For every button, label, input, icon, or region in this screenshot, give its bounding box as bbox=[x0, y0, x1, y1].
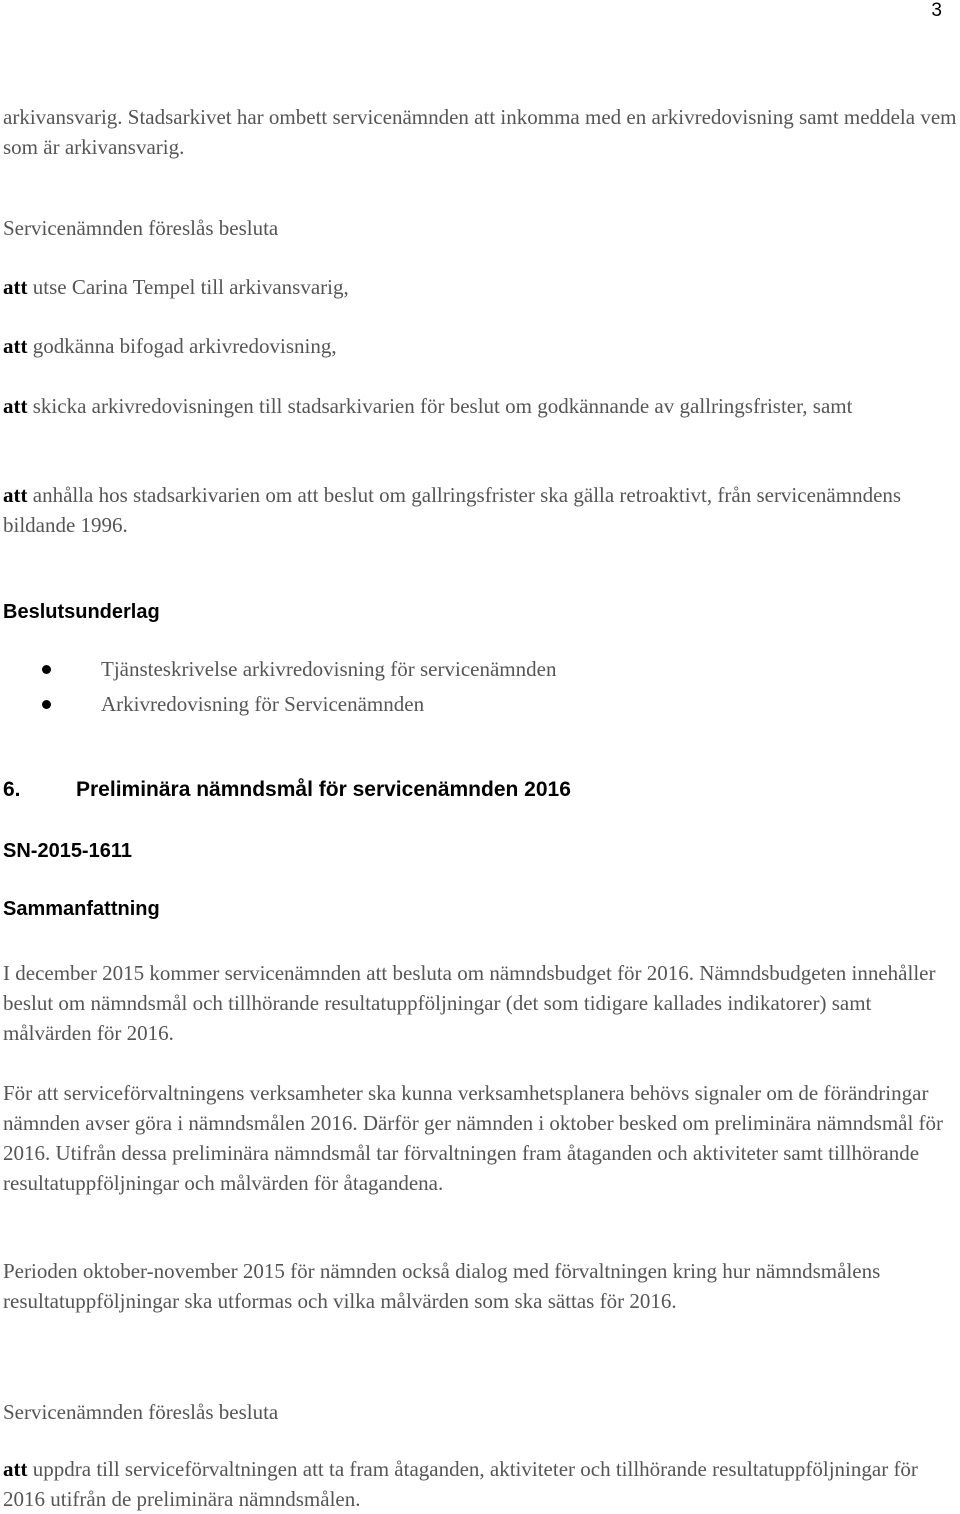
bullet-icon bbox=[42, 700, 51, 709]
case-id: SN-2015-1611 bbox=[3, 840, 132, 862]
section-title bbox=[3, 777, 571, 803]
bullet-icon bbox=[42, 665, 51, 674]
att-keyword: att bbox=[3, 394, 28, 418]
page-number: 3 bbox=[931, 0, 942, 21]
att-text: godkänna bifogad arkivredovisning, bbox=[27, 334, 337, 358]
proposal-heading: Servicenämnden föreslås besluta bbox=[3, 1400, 279, 1424]
att-text: utse Carina Tempel till arkivansvarig, bbox=[27, 275, 349, 299]
att-clause bbox=[3, 331, 958, 361]
att-text: uppdra till serviceförvaltningen att ta fram åtaganden, aktiviteter och tillhörande resultatuppföljningar för 2016 utifrån de preliminära nämndsmålen. bbox=[3, 1457, 918, 1511]
list-item bbox=[0, 687, 556, 722]
attachment-label: Tjänsteskrivelse arkivredovisning för servicenämnden bbox=[101, 657, 557, 681]
attachment-list bbox=[0, 652, 556, 722]
att-keyword: att bbox=[3, 483, 28, 507]
section-number: 6. bbox=[3, 778, 21, 801]
section-title-text: Preliminära nämndsmål för servicenämnden 2016 bbox=[76, 778, 571, 801]
att-clause bbox=[3, 480, 958, 540]
list-item bbox=[0, 652, 556, 687]
attachment-label: Arkivredovisning för Servicenämnden bbox=[101, 692, 425, 716]
beslutsunderlag-heading: Beslutsunderlag bbox=[3, 601, 160, 623]
summary-paragraph: För att serviceförvaltningens verksamheter ska kunna verksamhetsplanera behövs signaler om de förändringar nämnden avser göra i nämndsmålen 2016. Därför ger nämnden i oktober besked om preliminära nämndsmål för 2016. Utifrån dessa preliminära nämndsmål tar förvaltningen fram åtaganden och aktiviteter samt tillhörande resultatuppföljningar och målvärden för åtagandena. bbox=[3, 1081, 944, 1195]
att-clause bbox=[3, 272, 958, 302]
att-clause bbox=[3, 1454, 958, 1514]
summary-heading: Sammanfattning bbox=[3, 898, 160, 920]
summary-paragraph: Perioden oktober-november 2015 för nämnden också dialog med förvaltningen kring hur nämndsmålens resultatuppföljningar ska utformas och vilka målvärden som ska sättas för 2016. bbox=[3, 1259, 881, 1313]
att-clause bbox=[3, 391, 958, 421]
intro-paragraph: arkivansvarig. Stadsarkivet har ombett servicenämnden att inkomma med en arkivredovisning samt meddela vem som är arkivansvarig. bbox=[3, 105, 957, 159]
att-keyword: att bbox=[3, 334, 28, 358]
att-text: skicka arkivredovisningen till stadsarkivarien för beslut om godkännande av gallringsfrister, samt bbox=[27, 394, 853, 418]
att-text: anhålla hos stadsarkivarien om att beslut om gallringsfrister ska gälla retroaktivt, från servicenämndens bildande 1996. bbox=[3, 483, 902, 537]
proposal-heading: Servicenämnden föreslås besluta bbox=[3, 216, 279, 240]
att-keyword: att bbox=[3, 1457, 28, 1481]
att-keyword: att bbox=[3, 275, 28, 299]
summary-paragraph: I december 2015 kommer servicenämnden att besluta om nämndsbudget för 2016. Nämndsbudgeten innehåller beslut om nämndsmål och tillhörande resultatuppföljningar (det som tidigare kallades indikatorer) samt målvärden för 2016. bbox=[3, 961, 936, 1045]
